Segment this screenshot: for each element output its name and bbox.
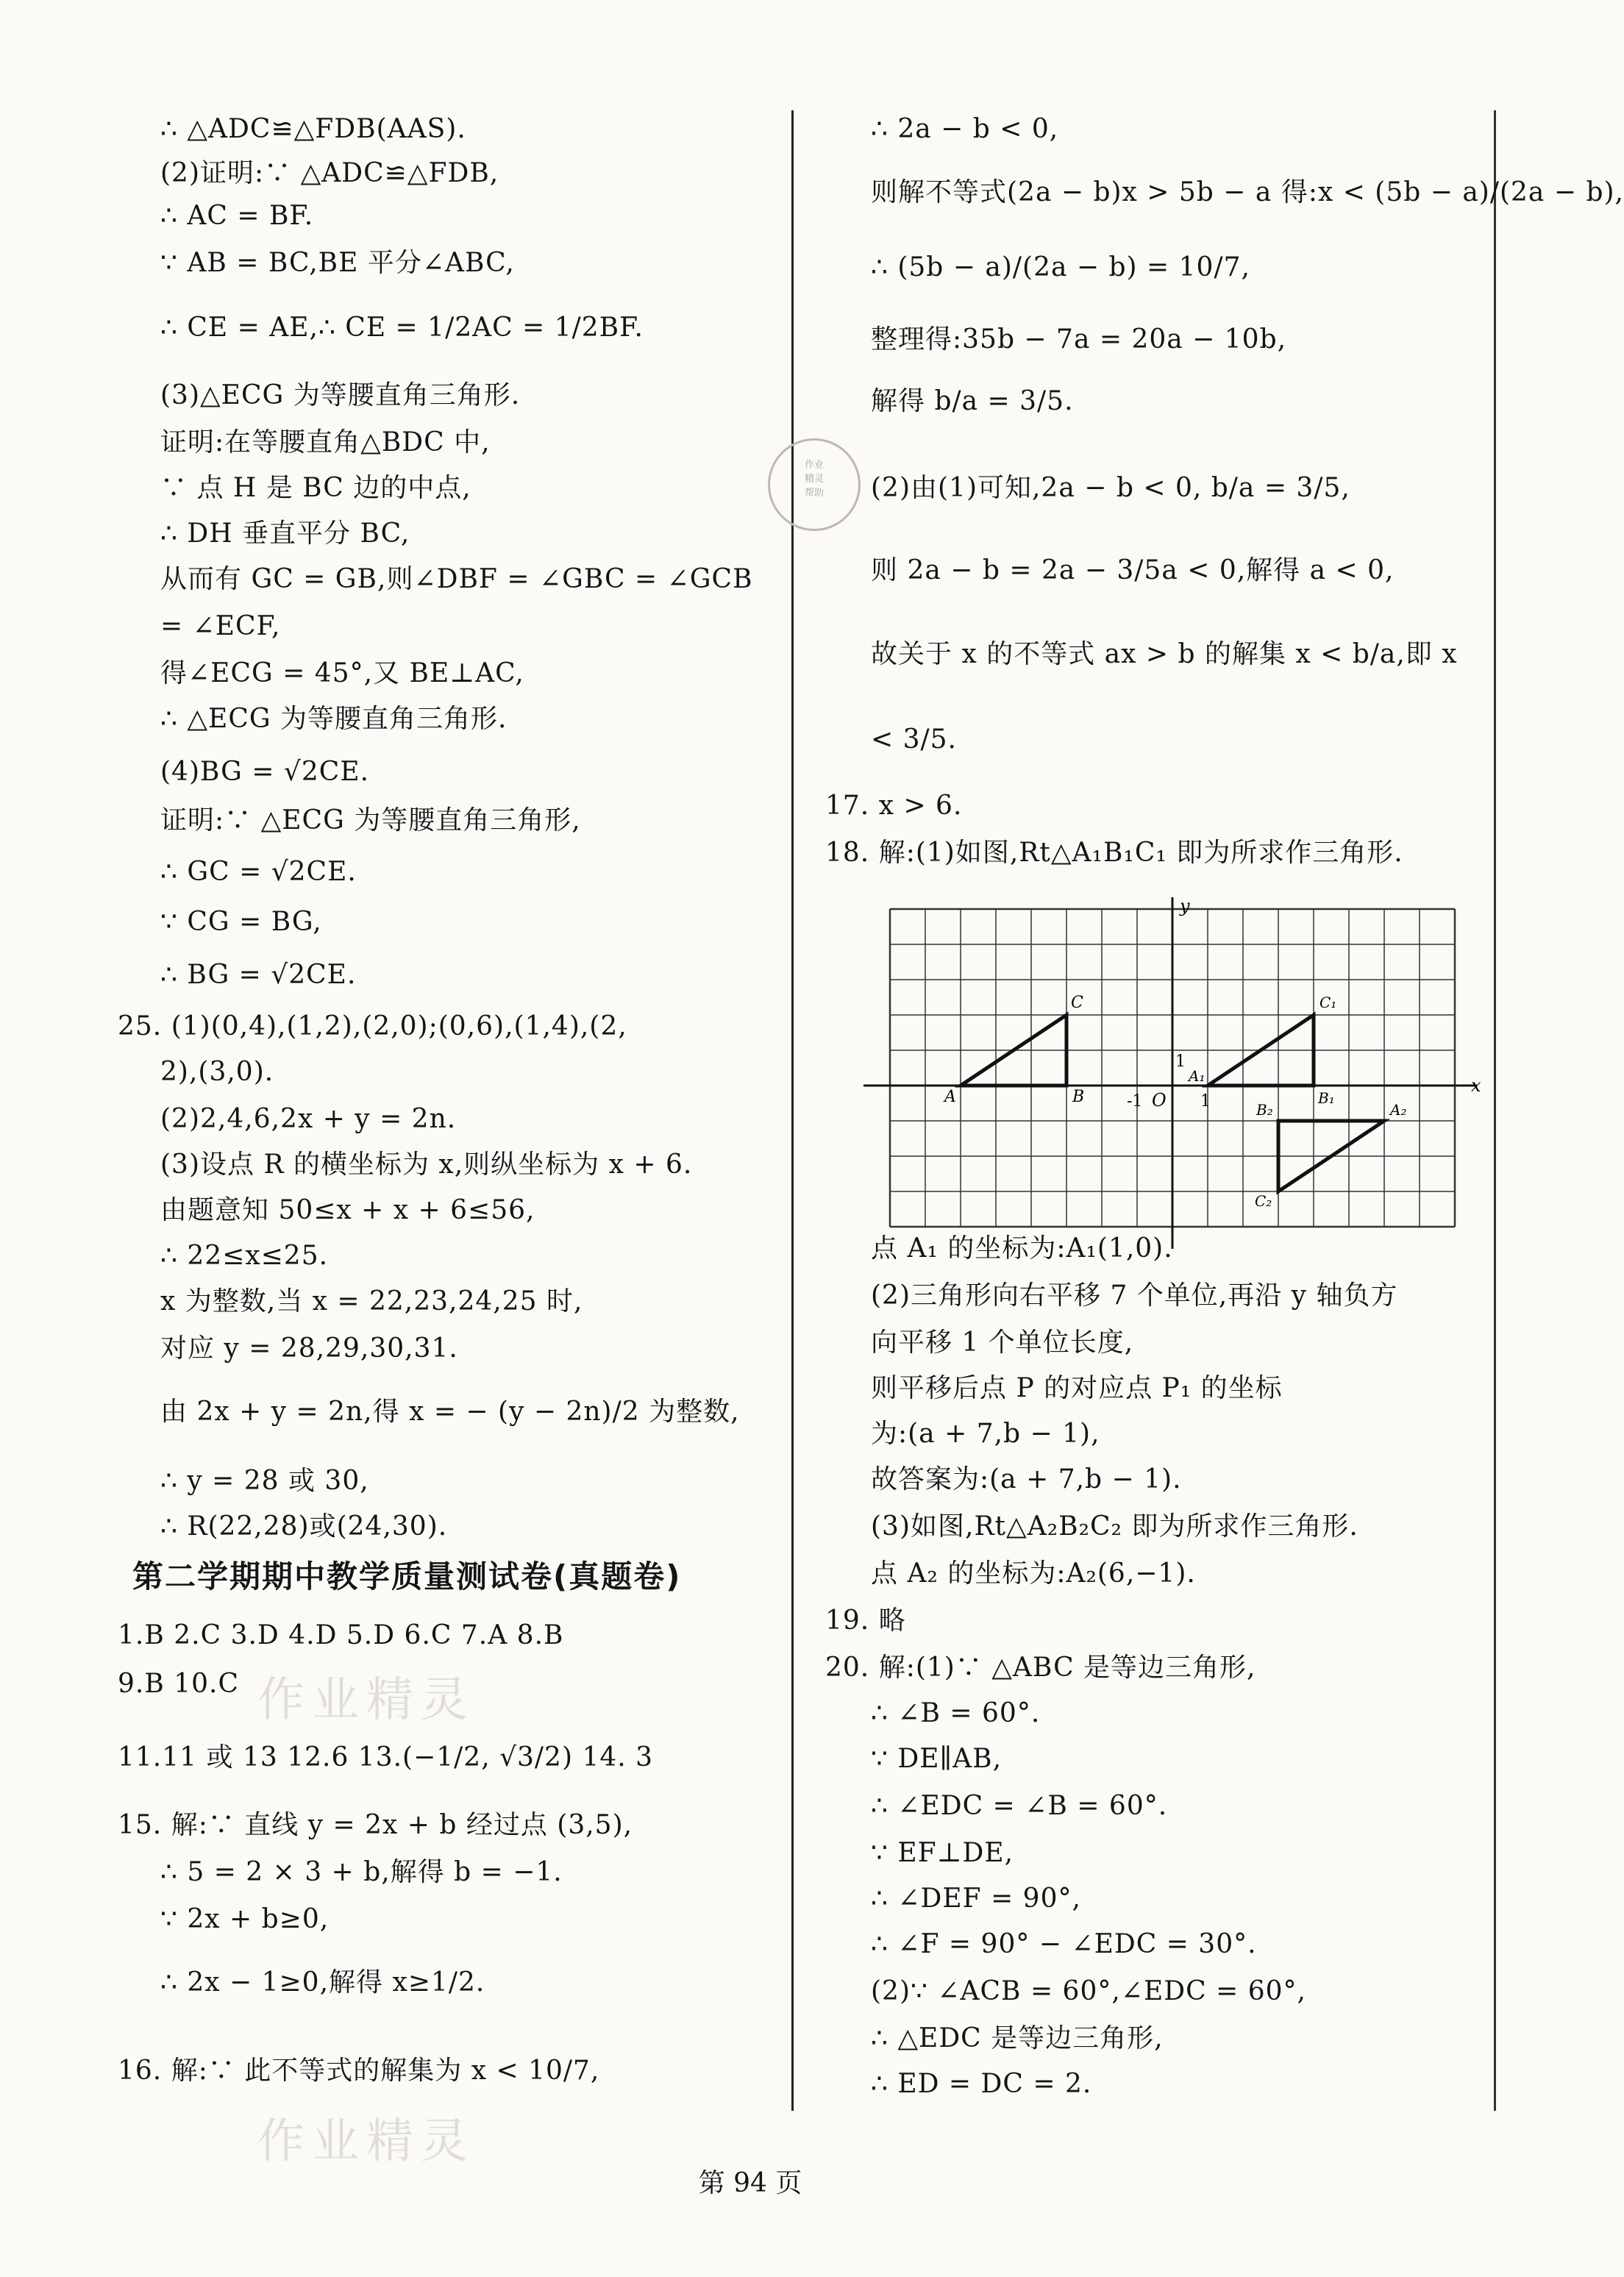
text-line: x 为整数,当 x = 22,23,24,25 时,	[160, 1286, 583, 1316]
text-line: ∴ (5b − a)/(2a − b) = 10/7,	[871, 252, 1250, 282]
text-line: ∴ 2x − 1≥0,解得 x≥1/2.	[160, 1967, 485, 1998]
watermark: 作业精灵	[257, 1673, 475, 1728]
text-line: (2)证明:∵ △ADC≌△FDB,	[160, 158, 499, 188]
point-label-b1: B₁	[1318, 1089, 1335, 1107]
text-line: 18. 解:(1)如图,Rt△A₁B₁C₁ 即为所求作三角形.	[825, 838, 1403, 868]
text-line: 19. 略	[825, 1606, 906, 1636]
text-line: ∴ 2a − b < 0,	[871, 114, 1059, 144]
section-title: 第二学期期中教学质量测试卷(真题卷)	[132, 1558, 682, 1594]
text-line: < 3/5.	[871, 724, 957, 755]
text-line: 20. 解:(1)∵ △ABC 是等边三角形,	[825, 1653, 1256, 1683]
tick-label-1-y: 1	[1175, 1052, 1186, 1071]
text-line: ∴ CE = AE,∴ CE = 1/2AC = 1/2BF.	[160, 313, 644, 343]
text-line: ∴ 22≤x≤25.	[160, 1241, 329, 1271]
text-line: = ∠ECF,	[160, 611, 281, 641]
point-label-a: A	[944, 1088, 956, 1106]
text-line: ∴ BG = √2CE.	[160, 960, 357, 990]
coordinate-grid-figure	[861, 894, 1481, 1218]
page-edge-line	[1494, 110, 1496, 2111]
origin-label: O	[1152, 1090, 1167, 1111]
text-line: 对应 y = 28,29,30,31.	[160, 1333, 458, 1364]
answer-line: 11.11 或 13 12.6 13.(−1/2, √3/2) 14. 3	[118, 1742, 654, 1772]
point-label-c1: C₁	[1320, 994, 1337, 1011]
stamp-seal	[768, 438, 861, 531]
point-label-c: C	[1071, 994, 1083, 1012]
text-line: 16. 解:∵ 此不等式的解集为 x < 10/7,	[118, 2056, 600, 2086]
point-label-b: B	[1072, 1088, 1085, 1106]
text-line: 则解不等式(2a − b)x > 5b − a 得:x < (5b − a)/(2a − b),	[871, 177, 1624, 207]
point-label-b2: B₂	[1256, 1101, 1273, 1119]
text-line: (3)△ECG 为等腰直角三角形.	[160, 380, 521, 410]
text-line: 故关于 x 的不等式 ax > b 的解集 x < b/a,即 x	[871, 639, 1458, 669]
text-line: ∴ ED = DC = 2.	[871, 2069, 1092, 2099]
column-divider	[791, 110, 794, 2111]
x-axis-label: x	[1471, 1075, 1481, 1096]
text-line: 整理得:35b − 7a = 20a − 10b,	[871, 324, 1287, 354]
text-line: 点 A₂ 的坐标为:A₂(6,−1).	[871, 1558, 1196, 1589]
text-line: 从而有 GC = GB,则∠DBF = ∠GBC = ∠GCB	[160, 564, 753, 594]
text-line: 证明:在等腰直角△BDC 中,	[160, 427, 491, 457]
text-line: ∴ R(22,28)或(24,30).	[160, 1511, 448, 1542]
text-line: 得∠ECG = 45°,又 BE⊥AC,	[160, 658, 524, 688]
text-line: (4)BG = √2CE.	[160, 757, 370, 787]
answer-line: 9.B 10.C	[118, 1669, 240, 1699]
text-line: ∴ △ADC≌△FDB(AAS).	[160, 114, 466, 144]
text-line: ∴ △ECG 为等腰直角三角形.	[160, 704, 508, 734]
text-line: ∵ EF⊥DE,	[871, 1838, 1014, 1868]
text-line: (2)2,4,6,2x + y = 2n.	[160, 1104, 457, 1134]
text-line: ∴ AC = BF.	[160, 201, 314, 231]
text-line: 则平移后点 P 的对应点 P₁ 的坐标	[871, 1373, 1283, 1403]
text-line: ∵ DE∥AB,	[871, 1744, 1002, 1774]
text-line: 则 2a − b = 2a − 3/5a < 0,解得 a < 0,	[871, 555, 1395, 585]
text-line: 由题意知 50≤x + x + 6≤56,	[160, 1195, 535, 1225]
text-line: 2),(3,0).	[160, 1057, 274, 1087]
stamp-text: 作业	[804, 460, 824, 471]
text-line: ∵ 点 H 是 BC 边的中点,	[160, 473, 471, 503]
text-line: 向平移 1 个单位长度,	[871, 1328, 1134, 1358]
text-line: ∴ ∠DEF = 90°,	[871, 1884, 1081, 1914]
text-line: 15. 解:∵ 直线 y = 2x + b 经过点 (3,5),	[118, 1810, 633, 1840]
page-number: 第 94 页	[698, 2168, 802, 2198]
text-line: 25. (1)(0,4),(1,2),(2,0);(0,6),(1,4),(2,	[118, 1011, 627, 1041]
text-line: ∴ ∠EDC = ∠B = 60°.	[871, 1791, 1168, 1821]
text-line: 由 2x + y = 2n,得 x = − (y − 2n)/2 为整数,	[160, 1397, 740, 1427]
text-line: 解得 b/a = 3/5.	[871, 386, 1074, 416]
text-line: ∴ △EDC 是等边三角形,	[871, 2023, 1164, 2053]
y-axis-label: y	[1180, 896, 1190, 916]
text-line: ∵ 2x + b≥0,	[160, 1904, 330, 1934]
text-line: ∴ DH 垂直平分 BC,	[160, 519, 410, 549]
watermark: 作业精灵	[257, 2114, 475, 2169]
text-line: 故答案为:(a + 7,b − 1).	[871, 1464, 1182, 1494]
stamp-text: 精灵	[804, 474, 824, 485]
text-line: 点 A₁ 的坐标为:A₁(1,0).	[871, 1233, 1173, 1264]
tick-label-1-x: 1	[1200, 1092, 1211, 1111]
text-line: ∴ 5 = 2 × 3 + b,解得 b = −1.	[160, 1857, 563, 1887]
answer-line: 1.B 2.C 3.D 4.D 5.D 6.C 7.A 8.B	[118, 1620, 564, 1650]
text-line: ∵ CG = BG,	[160, 907, 322, 937]
text-line: (2)三角形向右平移 7 个单位,再沿 y 轴负方	[871, 1280, 1398, 1311]
point-label-a1: A₁	[1189, 1067, 1205, 1085]
text-line: (3)设点 R 的横坐标为 x,则纵坐标为 x + 6.	[160, 1150, 693, 1180]
text-line: ∴ GC = √2CE.	[160, 857, 357, 887]
text-line: ∵ AB = BC,BE 平分∠ABC,	[160, 248, 515, 278]
text-line: (3)如图,Rt△A₂B₂C₂ 即为所求作三角形.	[871, 1511, 1358, 1542]
text-line: (2)由(1)可知,2a − b < 0, b/a = 3/5,	[871, 473, 1350, 503]
text-line: ∴ ∠B = 60°.	[871, 1698, 1041, 1728]
text-line: 17. x > 6.	[825, 791, 963, 821]
tick-label-minus1: -1	[1127, 1092, 1143, 1111]
point-label-c2: C₂	[1255, 1192, 1272, 1210]
text-line: ∴ ∠F = 90° − ∠EDC = 30°.	[871, 1929, 1257, 1959]
stamp-text: 帮助	[804, 488, 824, 499]
text-line: (2)∵ ∠ACB = 60°,∠EDC = 60°,	[871, 1976, 1306, 2006]
text-line: 为:(a + 7,b − 1),	[871, 1419, 1100, 1449]
point-label-a2: A₂	[1390, 1101, 1407, 1119]
text-line: 证明:∵ △ECG 为等腰直角三角形,	[160, 805, 581, 835]
text-line: ∴ y = 28 或 30,	[160, 1466, 369, 1496]
